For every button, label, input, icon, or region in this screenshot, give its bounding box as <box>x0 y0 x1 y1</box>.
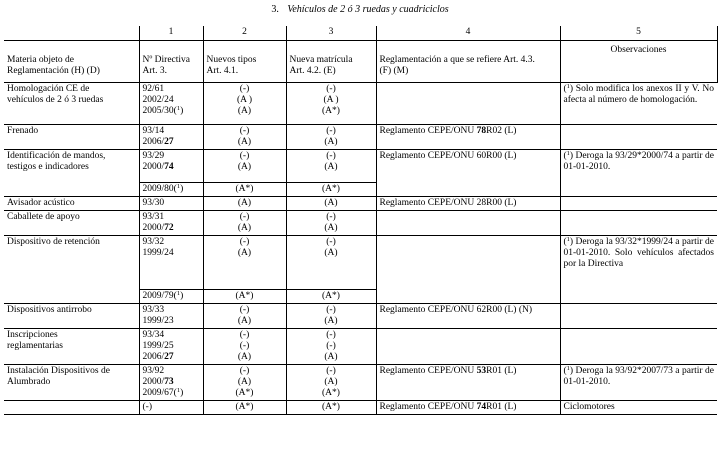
directiva-bold: 72 <box>164 223 174 233</box>
observation-text: ($^1$) Deroga la 93/92*2007/73 a partir de 01-01-2010. <box>563 365 714 387</box>
observaciones-cell <box>560 304 717 329</box>
nuevos-cell <box>203 125 286 150</box>
observaciones-cell <box>560 83 717 125</box>
reglamento-text: Reglamento CEPE/ONU 78R02 (L) <box>379 126 517 136</box>
directiva-entry: (-) <box>142 402 152 412</box>
directiva-entry: 2006/27 <box>142 352 174 362</box>
nuevos-value: (-) <box>239 126 250 136</box>
nuevos-value: (A) <box>237 137 252 147</box>
header-materia-line2: Reglamentación (H) (D) <box>7 66 100 76</box>
nuevos-value: (A*) <box>235 388 254 398</box>
header-nuevos <box>203 41 286 83</box>
footnote-mark: 1 <box>566 150 570 157</box>
matricula-value: (-) <box>326 126 336 136</box>
reglamento-text: Reglamento CEPE/ONU 62R00 (L) (N) <box>379 305 533 315</box>
matricula-value: (A) <box>324 198 338 208</box>
nuevos-cell <box>203 183 286 197</box>
directiva-entry: 2002/24 <box>142 95 174 105</box>
materia-cell <box>4 304 139 329</box>
matricula-value: (A*) <box>322 184 340 194</box>
matricula-value: (-) <box>326 341 336 351</box>
section-heading <box>0 4 720 15</box>
directiva-bold: 27 <box>164 137 174 147</box>
footnote-mark: 1 <box>176 387 181 394</box>
directiva-cell <box>139 125 203 150</box>
nuevos-cell <box>203 329 286 365</box>
materia-line: Avisador acústico <box>7 198 75 208</box>
section-number: 3. <box>271 4 279 15</box>
directiva-entry: 93/33 <box>142 305 165 315</box>
colnum-1: 1 <box>139 26 203 41</box>
header-reglamentacion-line2: (F) (M) <box>379 66 409 76</box>
materia-line: Alumbrado <box>7 377 51 387</box>
observation-text: ($^1$) Solo modifica los anexos II y V. No afecta al número de homologación. <box>563 83 714 105</box>
observaciones-cell <box>560 125 717 150</box>
directiva-cell <box>139 211 203 236</box>
nuevos-cell <box>203 236 286 290</box>
matricula-value: (-) <box>326 305 336 315</box>
reglamentacion-cell <box>376 304 560 329</box>
reglamentacion-cell <box>376 211 560 236</box>
table-row <box>4 304 717 329</box>
directiva-entry: 2000/74 <box>142 162 174 172</box>
table-subrow <box>4 401 717 415</box>
nuevos-cell <box>203 150 286 183</box>
materia-cell <box>4 365 139 401</box>
nuevos-value: (-) <box>239 305 250 315</box>
materia-line: Homologación CE de <box>7 84 90 94</box>
regulation-table <box>4 26 718 415</box>
observaciones-cell <box>560 236 717 304</box>
directiva-entry: 2009/79($^1$) <box>142 290 184 301</box>
directiva-entry: 92/61 <box>142 84 165 94</box>
colnum-cell <box>4 26 139 41</box>
directiva-entry: 2009/80($^1$) <box>142 183 184 194</box>
colnum-5: 5 <box>560 26 717 41</box>
matricula-cell <box>286 236 376 290</box>
materia-cell <box>4 329 139 365</box>
matricula-value: (-) <box>326 330 336 340</box>
nuevos-value: (-) <box>239 330 250 340</box>
matricula-value: (-) <box>326 151 336 161</box>
matricula-cell <box>286 125 376 150</box>
materia-cell <box>4 150 139 197</box>
nuevos-value: (-) <box>239 151 250 161</box>
reglamentacion-cell <box>376 83 560 125</box>
directiva-bold: 74 <box>164 162 174 172</box>
matricula-value: (A*) <box>322 291 340 301</box>
matricula-value: (A) <box>324 316 338 326</box>
directiva-entry: 2000/73 <box>142 377 174 387</box>
materia-cell <box>4 83 139 125</box>
directiva-entry: 2006/27 <box>142 137 174 147</box>
footnote-mark: 1 <box>176 183 181 190</box>
directiva-entry: 93/31 <box>142 212 165 222</box>
matricula-cell <box>286 304 376 329</box>
observaciones-cell <box>560 401 717 415</box>
nuevos-value: (A ) <box>236 95 253 105</box>
matricula-value: (A*) <box>322 388 340 398</box>
reglamentacion-cell <box>376 197 560 211</box>
reglamentacion-cell <box>376 365 560 401</box>
matricula-value: (A) <box>324 377 338 387</box>
matricula-value: (A) <box>324 352 338 362</box>
materia-cell <box>4 236 139 304</box>
matricula-value: (A) <box>324 137 338 147</box>
matricula-value: (-) <box>326 84 336 94</box>
directiva-cell <box>139 83 203 125</box>
header-materia-line1: Materia objeto de <box>7 55 75 65</box>
nuevos-value: (-) <box>239 212 250 222</box>
table-row <box>4 125 717 150</box>
table-row <box>4 329 717 365</box>
table-row <box>4 365 717 401</box>
directiva-entry: 1999/24 <box>142 248 174 258</box>
colnum-4: 4 <box>376 26 560 41</box>
nuevos-cell <box>203 197 286 211</box>
directiva-entry: 93/32 <box>142 237 165 247</box>
matricula-value: (-) <box>326 212 336 222</box>
reglamento-bold: 74 <box>476 402 487 412</box>
directiva-cell <box>139 304 203 329</box>
nuevos-value: (A) <box>237 223 252 233</box>
materia-line: reglamentarias <box>7 341 63 351</box>
directiva-entry: 93/29 <box>142 151 165 161</box>
nuevos-cell <box>203 83 286 125</box>
observation-text: Ciclomotores <box>563 402 615 412</box>
directiva-cell <box>139 150 203 183</box>
nuevos-value: (A*) <box>235 184 254 194</box>
header-nuevos-line1: Nuevos tipos <box>206 55 257 65</box>
materia-cell <box>4 401 139 415</box>
reglamento-text: Reglamento CEPE/ONU 60R00 (L) <box>379 151 517 161</box>
matricula-cell <box>286 365 376 401</box>
header-reglamentacion <box>376 41 560 83</box>
footnote-mark: 1 <box>176 105 181 112</box>
reglamentacion-cell <box>376 150 560 197</box>
reglamentacion-cell <box>376 401 560 415</box>
header-matricula-line2: Art. 4.2. (E) <box>289 66 336 76</box>
matricula-value: (-) <box>326 237 336 247</box>
observaciones-cell <box>560 150 717 197</box>
directiva-entry: 93/14 <box>142 126 165 136</box>
nuevos-cell <box>203 211 286 236</box>
directiva-cell <box>139 365 203 401</box>
directiva-cell <box>139 329 203 365</box>
reglamentacion-cell <box>376 329 560 365</box>
observaciones-cell <box>560 211 717 236</box>
directiva-cell <box>139 290 203 304</box>
materia-line: Caballete de apoyo <box>7 212 80 222</box>
matricula-cell <box>286 197 376 211</box>
materia-line: Dispositivo de retención <box>7 237 100 247</box>
reglamento-bold: 53 <box>476 366 487 376</box>
nuevos-value: (A*) <box>235 291 254 301</box>
materia-line: Instalación Dispositivos de <box>7 366 110 376</box>
directiva-bold: 73 <box>164 377 174 387</box>
directiva-entry: 1999/25 <box>142 341 174 351</box>
materia-cell <box>4 211 139 236</box>
reglamentacion-cell <box>376 125 560 150</box>
header-materia <box>4 41 139 83</box>
colnum-3: 3 <box>286 26 376 41</box>
matricula-value: (A) <box>324 162 338 172</box>
directiva-bold: 27 <box>164 352 174 362</box>
table-row <box>4 83 717 125</box>
observation-text: ($^1$) Deroga la 93/29*2000/74 a partir de 01-01-2010. <box>563 150 714 172</box>
materia-line: vehículos de 2 ó 3 ruedas <box>7 95 104 105</box>
header-nuevos-line2: Art. 4.1. <box>206 66 239 76</box>
directiva-cell <box>139 197 203 211</box>
nuevos-value: (-) <box>239 341 250 351</box>
section-title: Vehículos de 2 ó 3 ruedas y cuadriciclos <box>287 4 449 15</box>
materia-line: Dispositivos antirrobo <box>7 305 92 315</box>
matricula-cell <box>286 183 376 197</box>
nuevos-value: (A) <box>237 248 252 258</box>
directiva-entry: 93/34 <box>142 330 165 340</box>
header-reglamentacion-line1: Reglamentación a que se refiere Art. 4.3. <box>379 55 535 65</box>
matricula-value: (A*) <box>322 402 340 412</box>
table-row <box>4 236 717 290</box>
matricula-value: (A) <box>324 248 338 258</box>
materia-cell <box>4 197 139 211</box>
matricula-value: (A ) <box>323 95 339 105</box>
header-directiva-line1: Nº Directiva <box>142 55 191 65</box>
materia-line: Inscripciones <box>7 330 58 340</box>
nuevos-value: (A) <box>237 106 252 116</box>
footnote-mark: 1 <box>176 290 181 297</box>
nuevos-value: (A) <box>237 162 252 172</box>
directiva-cell <box>139 401 203 415</box>
directiva-cell <box>139 183 203 197</box>
nuevos-value: (A) <box>237 198 252 208</box>
materia-line: Identificación de mandos, <box>7 151 106 161</box>
nuevos-value: (A*) <box>235 402 254 412</box>
matricula-cell <box>286 83 376 125</box>
matricula-cell <box>286 401 376 415</box>
nuevos-value: (-) <box>239 366 250 376</box>
header-observaciones <box>560 41 717 83</box>
matricula-cell <box>286 211 376 236</box>
directiva-entry: 1999/23 <box>142 316 174 326</box>
header-directiva-line2: Art. 3. <box>142 66 168 76</box>
header-matricula-line1: Nueva matrícula <box>289 55 353 65</box>
observaciones-cell <box>560 365 717 401</box>
header-matricula <box>286 41 376 83</box>
nuevos-value: (-) <box>239 84 250 94</box>
nuevos-value: (A) <box>237 352 252 362</box>
matricula-cell <box>286 329 376 365</box>
directiva-cell <box>139 236 203 290</box>
reglamento-bold: 78 <box>476 126 487 136</box>
header-directiva <box>139 41 203 83</box>
matricula-value: (A*) <box>322 106 340 116</box>
observation-text: ($^1$) Deroga la 93/32*1999/24 a partir de 01-01-2010. Solo vehículos afectados por la Directiva <box>563 236 714 269</box>
observaciones-cell <box>560 197 717 211</box>
header-observaciones-text: Observaciones <box>610 45 667 55</box>
table-row <box>4 197 717 211</box>
nuevos-value: (-) <box>239 237 250 247</box>
nuevos-cell <box>203 290 286 304</box>
materia-line: Frenado <box>7 126 39 136</box>
nuevos-value: (A) <box>237 377 252 387</box>
nuevos-cell <box>203 365 286 401</box>
table-row <box>4 211 717 236</box>
footnote-mark: 1 <box>566 365 570 372</box>
directiva-entry: 2009/67($^1$) <box>142 387 184 398</box>
table-row <box>4 150 717 183</box>
header-row <box>4 41 717 83</box>
nuevos-cell <box>203 304 286 329</box>
reglamento-text: Reglamento CEPE/ONU 53R01 (L) <box>379 366 517 376</box>
matricula-cell <box>286 150 376 183</box>
materia-cell <box>4 125 139 150</box>
matricula-value: (-) <box>326 366 336 376</box>
column-number-row <box>4 26 717 41</box>
colnum-2: 2 <box>203 26 286 41</box>
matricula-value: (A) <box>324 223 338 233</box>
observaciones-cell <box>560 329 717 365</box>
directiva-entry: 93/30 <box>142 198 165 208</box>
footnote-mark: 1 <box>566 83 570 90</box>
table-body <box>4 83 717 415</box>
directiva-entry: 2005/30($^1$) <box>142 105 184 116</box>
footnote-mark: 1 <box>566 236 570 243</box>
directiva-entry: 2000/72 <box>142 223 174 233</box>
nuevos-value: (A) <box>237 316 252 326</box>
materia-line: testigos e indicadores <box>7 162 89 172</box>
nuevos-cell <box>203 401 286 415</box>
directiva-entry: 93/92 <box>142 366 165 376</box>
reglamentacion-cell <box>376 236 560 304</box>
reglamento-text: Reglamento CEPE/ONU 74R01 (L) <box>379 402 517 412</box>
matricula-cell <box>286 290 376 304</box>
reglamento-text: Reglamento CEPE/ONU 28R00 (L) <box>379 198 517 208</box>
